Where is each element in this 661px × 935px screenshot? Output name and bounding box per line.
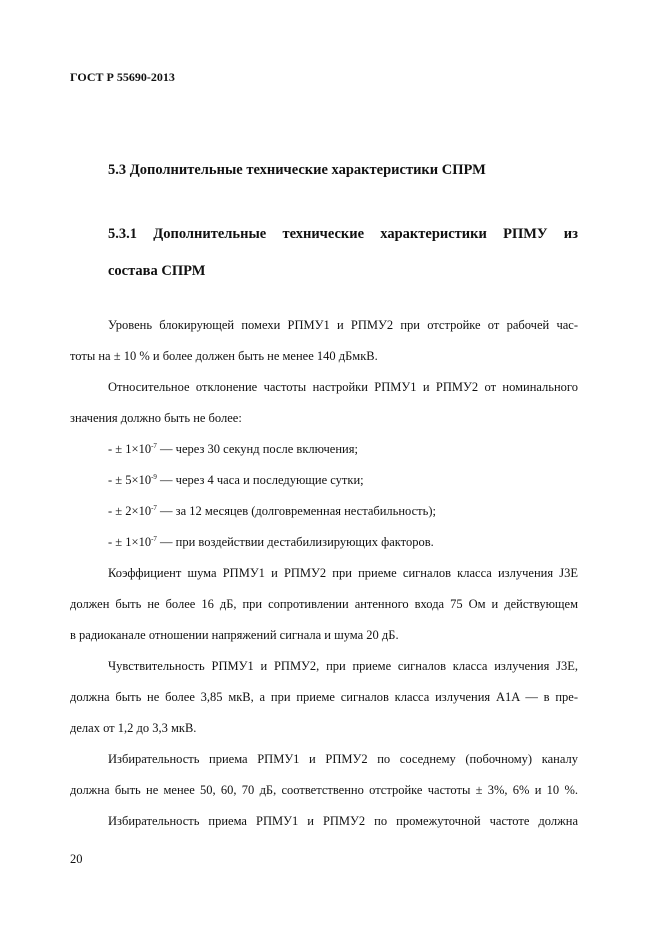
- list-item: [108, 535, 434, 550]
- list-item-prefix: - ± 2×10: [108, 504, 152, 518]
- list-item: [108, 442, 358, 457]
- paragraph-line: делах от 1,2 до 3,3 мкВ.: [70, 721, 197, 735]
- paragraph-line: значения должно быть не более:: [70, 411, 242, 425]
- paragraph-line: Избирательность приема РПМУ1 и РПМУ2 по промежуточной частоте должна: [108, 814, 578, 828]
- list-item-text: — через 30 секунд после включения;: [156, 442, 358, 456]
- paragraph-line: Уровень блокирующей помехи РПМУ1 и РПМУ2 при отстройке от рабочей час-: [108, 318, 578, 332]
- section-title: 5.3 Дополнительные технические характеристики СПРМ: [108, 162, 486, 178]
- list-item: [108, 473, 364, 488]
- document-header: ГОСТ Р 55690-2013: [70, 70, 175, 84]
- paragraph-line: Относительное отклонение частоты настройки РПМУ1 и РПМУ2 от номинального: [108, 380, 578, 394]
- paragraph-line: Коэффициент шума РПМУ1 и РПМУ2 при приеме сигналов класса излучения J3E: [108, 566, 578, 580]
- page-number: 20: [70, 852, 83, 866]
- list-item-prefix: - ± 5×10: [108, 473, 152, 487]
- list-item-text: — за 12 месяцев (долговременная нестабильность);: [156, 504, 436, 518]
- list-item: [108, 504, 436, 519]
- list-item-text: — при воздействии дестабилизирующих факторов.: [156, 535, 434, 549]
- list-item-exponent: -7: [151, 535, 157, 543]
- paragraph-line: Чувствительность РПМУ1 и РПМУ2, при приеме сигналов класса излучения J3E,: [108, 659, 578, 673]
- list-item-text: — через 4 часа и последующие сутки;: [156, 473, 364, 487]
- paragraph-line: в радиоканале отношении напряжений сигнала и шума 20 дБ.: [70, 628, 399, 642]
- list-item-exponent: -9: [151, 473, 157, 481]
- subsection-title-line1: 5.3.1 Дополнительные технические характеристики РПМУ из: [108, 226, 578, 242]
- list-item-exponent: -7: [151, 504, 157, 512]
- paragraph-line: должна быть не более 3,85 мкВ, а при приеме сигналов класса излучения A1A — в пре-: [70, 690, 578, 704]
- list-item-prefix: - ± 1×10: [108, 535, 152, 549]
- paragraph-line: должна быть не менее 50, 60, 70 дБ, соответственно отстройке частоты ± 3%, 6% и 10 %.: [70, 783, 578, 797]
- paragraph-line: должен быть не более 16 дБ, при сопротивлении антенного входа 75 Ом и действующем: [70, 597, 578, 611]
- list-item-prefix: - ± 1×10: [108, 442, 152, 456]
- paragraph-line: тоты на ± 10 % и более должен быть не менее 140 дБмкВ.: [70, 349, 378, 363]
- paragraph-line: Избирательность приема РПМУ1 и РПМУ2 по соседнему (побочному) каналу: [108, 752, 578, 766]
- list-item-exponent: -7: [151, 442, 157, 450]
- subsection-title-line2: состава СПРМ: [108, 263, 206, 279]
